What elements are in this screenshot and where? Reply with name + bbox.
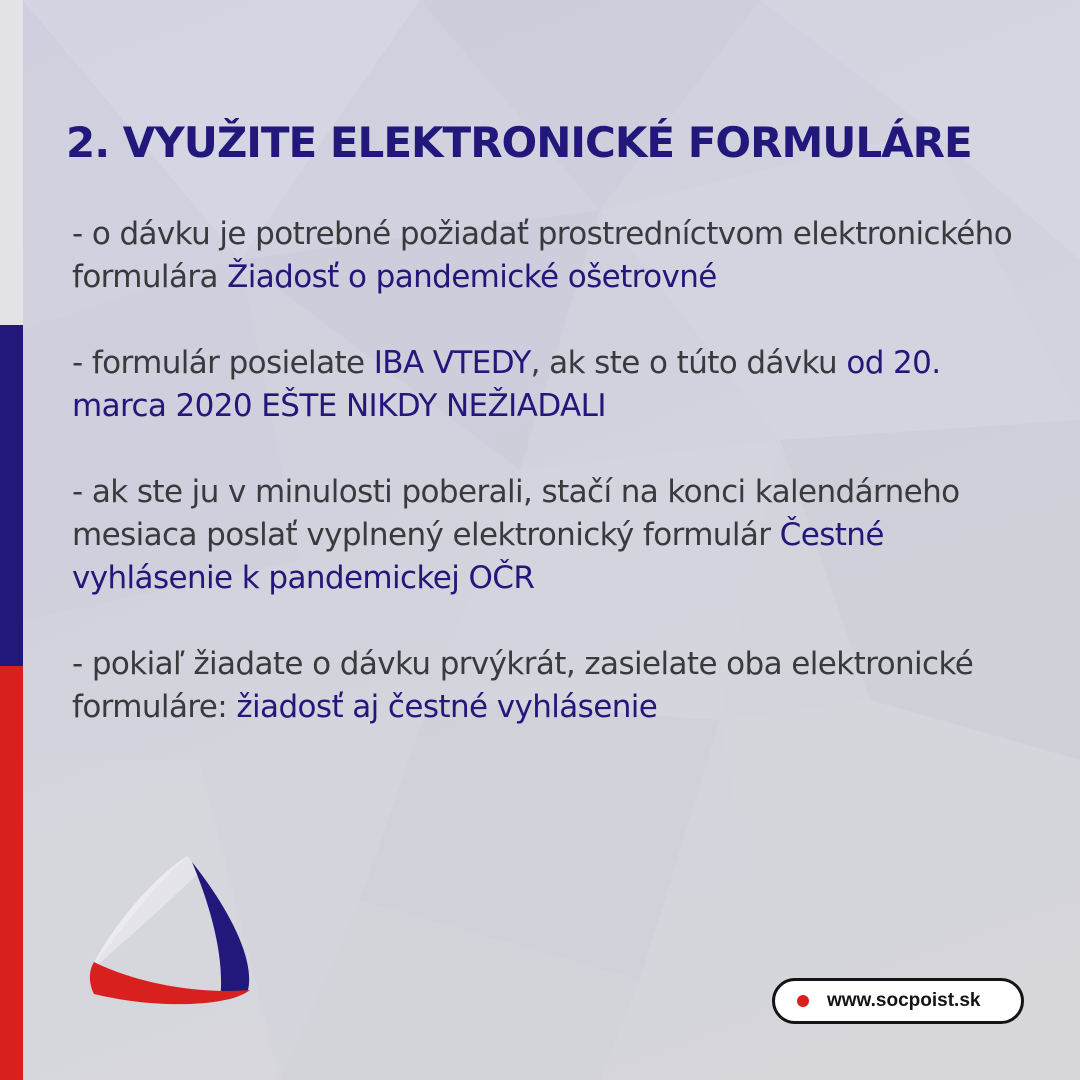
paragraph-text: - pokiaľ žiadate o dávku prvýkrát, zasielate oba elektronické formuláre: bbox=[72, 646, 974, 725]
paragraph-text: - formulár posielate bbox=[72, 345, 374, 381]
highlighted-text: od 20. marca 2020 EŠTE NIKDY NEŽIADALI bbox=[72, 345, 941, 424]
bullet-paragraph bbox=[72, 643, 1032, 729]
bullet-paragraph bbox=[72, 342, 1032, 428]
flag-stripe-blue bbox=[0, 325, 23, 666]
paragraph-text: - ak ste ju v minulosti poberali, stačí na konci kalendárneho mesiaca poslať vyplnený elektronický formulár bbox=[72, 474, 960, 553]
bullet-list bbox=[72, 213, 1032, 772]
highlighted-text: Žiadosť o pandemické ošetrovné bbox=[227, 259, 717, 295]
flag-stripe-bar bbox=[0, 0, 23, 1080]
highlighted-text: IBA VTEDY bbox=[373, 345, 531, 381]
social-insurance-logo-icon bbox=[80, 850, 260, 1010]
flag-stripe-white bbox=[0, 0, 23, 325]
bullet-paragraph bbox=[72, 471, 1032, 600]
flag-stripe-red bbox=[0, 666, 23, 1080]
red-dot-icon bbox=[797, 995, 809, 1007]
highlighted-text: Čestné vyhlásenie k pandemickej OČR bbox=[72, 517, 884, 596]
bullet-paragraph bbox=[72, 213, 1032, 299]
website-link[interactable] bbox=[772, 978, 1024, 1024]
page-title: 2. VYUŽITE ELEKTRONICKÉ FORMULÁRE bbox=[66, 118, 972, 167]
website-url: www.socpoist.sk bbox=[827, 990, 981, 1011]
paragraph-text: , ak ste o túto dávku bbox=[530, 345, 847, 381]
highlighted-text: žiadosť aj čestné vyhlásenie bbox=[236, 689, 658, 725]
paragraph-text: - o dávku je potrebné požiadať prostredníctvom elektronického formulára bbox=[72, 216, 1013, 295]
